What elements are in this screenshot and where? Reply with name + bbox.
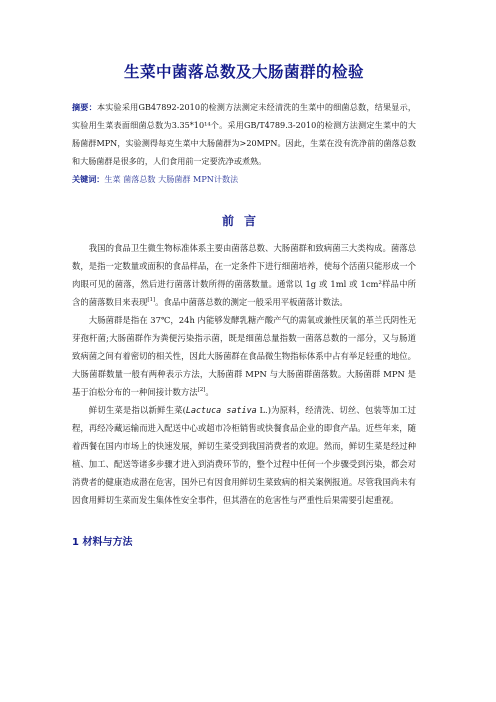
paragraph-1-tail: 。食品中菌落总数的测定一般采用平板菌落计数法。 (155, 297, 348, 307)
paper-title: 生菜中菌落总数及大肠菌群的检验 (123, 63, 364, 81)
keywords-text: 生菜 菌落总数 大肠菌群 MPN计数法 (104, 174, 239, 184)
abstract-text: 本实验采用GB47892-2010的检测方法测定未经清洗的生菜中的细菌总数，结果显示，实验用生菜表面细菌总数为3.35*10¹⁴个。采用GB/T4789.3-2010的检测方法测定生菜中的大肠菌群MPN，实验测得每克生菜中大肠菌群为>20MPN。因此，生菜在没有洗净前的菌落总数和大肠菌群是很多的，人们食用前一定要洗净或煮熟。 (72, 102, 416, 166)
paragraph-3-start: 鲜切生菜是指以新鲜生菜( (88, 405, 186, 415)
citation-2: [2] (197, 387, 206, 394)
abstract (72, 98, 416, 170)
section-heading-materials-methods: 1 材料与方法 (72, 537, 133, 548)
foreword-heading: 前言 (221, 214, 266, 228)
latin-species-name: Lactuca sativa (185, 405, 257, 415)
foreword-paragraph-3 (72, 401, 416, 509)
keywords-label: 关键词： (72, 174, 105, 184)
foreword-paragraph-2 (72, 311, 416, 401)
paragraph-1-text: 我国的食品卫生微生物标准体系主要由菌落总数、大肠菌群和致病菌三大类构成。菌落总数，是指一定数量或面积的食品样品，在一定条件下进行细菌培养，使每个活菌只能形成一个肉眼可见的菌落，然后进行菌落计数所得的菌落数量。通常以 1g 或 1ml 或 1cm²样品中所含的菌落数目来表现 (72, 243, 416, 307)
citation-1: [1] (147, 297, 156, 304)
paragraph-2-tail: 。 (205, 387, 214, 397)
foreword-paragraph-1 (72, 239, 416, 311)
paragraph-2-text: 大肠菌群是指在 37℃，24h 内能够发酵乳糖产酸产气的需氧或兼性厌氧的革兰氏阴性无芽孢杆菌;大肠菌群作为粪便污染指示菌，既是细菌总量指数一菌落总数的一部分，又与肠道致病菌之间有着密切的相关性，因此大肠菌群在食品微生物指标体系中占有举足轻重的地位。大肠菌群数量一般有两种表示方法，大肠菌群 MPN 与大肠菌群菌落数。大肠菌群 MPN 是基于泊松分布的一种间接计数方法 (72, 315, 416, 397)
keywords (72, 170, 416, 188)
paragraph-3-text: L.)为原料，经清洗、切丝、包装等加工过程，再经冷藏运输而进入配送中心或超市冷柜销售或快餐食品企业的即食产品。近些年来，随着西餐在国内市场上的快速发展，鲜切生菜受到我国消费者的欢迎。然而，鲜切生菜是经过种植、加工、配送等诸多步骤才进入到消费环节的，整个过程中任何一个步骤受到污染，都会对消费者的健康造成潜在危害，国外已有因食用鲜切生菜致病的相关案例报道。尽管我国尚未有因食用鲜切生菜而发生集体性安全事件，但其潜在的危害性与严重性后果需要引起重视。 (72, 405, 416, 505)
abstract-label: 摘要： (72, 102, 97, 112)
